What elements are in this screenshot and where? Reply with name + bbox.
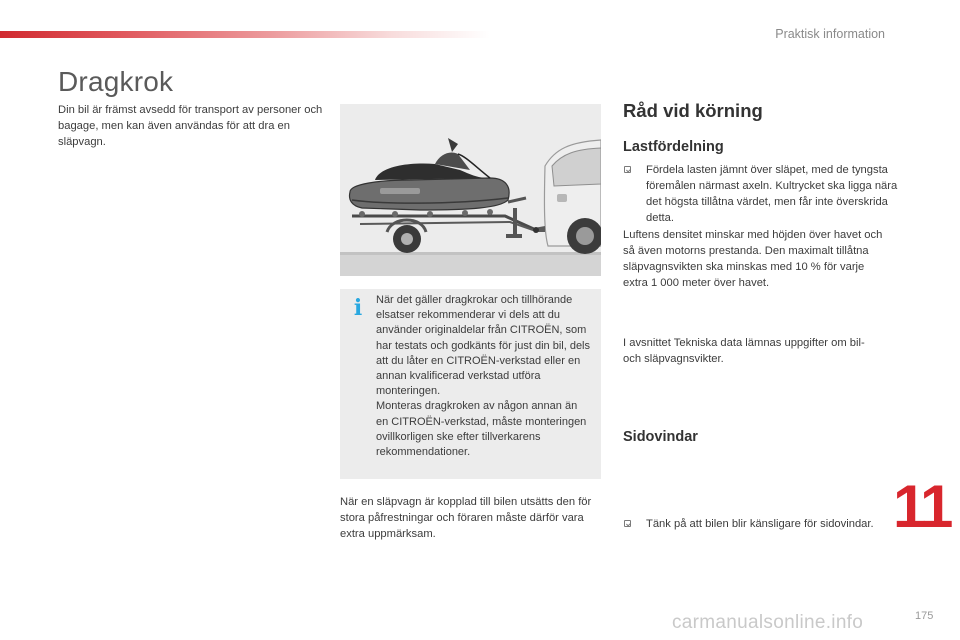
crosswind-heading: Sidovindar [623, 429, 698, 445]
info-box-paragraph-2: Monteras dragkroken av någon annan än en CITROËN-verkstad, måste monteringen ovillkorligen ske efter tillverkarens rekommendationer. [376, 400, 587, 459]
chapter-number: 11 [893, 473, 951, 540]
section-header: Praktisk information [775, 27, 885, 41]
load-heading: Lastfördelning [623, 139, 724, 155]
jetski-trailer-drawing [340, 104, 601, 276]
header-accent-bar [0, 31, 490, 38]
checkbox-bullet-icon [624, 166, 631, 173]
driving-heading: Råd vid körning [623, 100, 763, 121]
trailer-note: När en släpvagn är kopplad till bilen utsätts den för stora påfrestningar och föraren måste därför vara extra uppmärksam. [340, 496, 592, 540]
info-box-text [376, 293, 591, 460]
intro-paragraph: Din bil är främst avsedd för transport av personer och bagage, men kan även användas för att dra en släpvagn. [58, 104, 323, 148]
page-number: 175 [915, 610, 934, 622]
load-bullet-text: Fördela lasten jämnt över släpet, med de tyngsta föremålen närmast axeln. Kultrycket ska ligga nära det högsta tillåtna värdet, men får inte överskrida detta. [646, 164, 898, 224]
info-box-paragraph: När det gäller dragkrokar och tillhörande elsatser rekommenderar vi dels att du använder originaldelar från CITROËN, som har testats och godkänts för just din bil, dels att du låter en CITROËN-verkstad eller en annan kvalificerad verkstad utföra monteringen. [376, 294, 591, 398]
checkbox-bullet-icon [624, 520, 631, 527]
crosswind-bullet-text: Tänk på att bilen blir känsligare för sidovindar. [646, 518, 874, 530]
watermark: carmanualsonline.info [672, 612, 864, 633]
crosswind-bullet [623, 516, 876, 532]
load-bullet [623, 162, 914, 226]
page-title: Dragkrok [58, 66, 174, 97]
altitude-paragraph: Luftens densitet minskar med höjden över havet och så även motorns prestanda. Den maximalt tillåtna släpvagnsvikten ska minskas med 10 % för varje extra 1 000 meter över havet. [623, 229, 883, 289]
towing-illustration [340, 104, 601, 276]
weights-reference: I avsnittet Tekniska data lämnas uppgifter om bil- och släpvagnsvikter. [623, 337, 865, 365]
info-box [340, 289, 601, 479]
info-icon: i [353, 295, 363, 321]
